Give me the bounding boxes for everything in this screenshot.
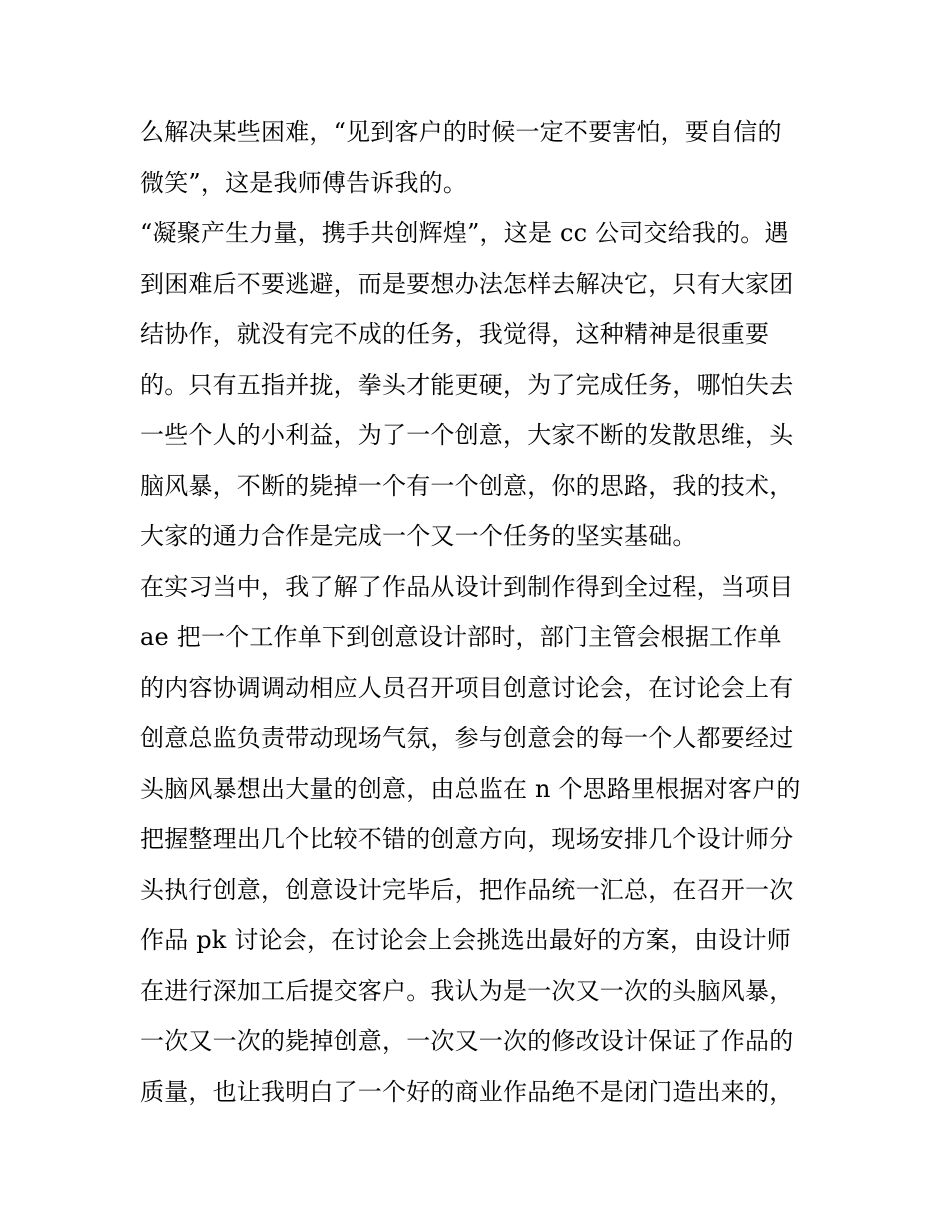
text-line: 微笑”，这是我师傅告诉我的。 (140, 168, 468, 197)
text-line: 结协作，就没有完不成的任务，我觉得，这种精神是很重要 (140, 320, 770, 348)
text-line: 在进行深加工后提交客户。我认为是一次又一次的头脑风暴， (140, 976, 794, 1005)
body-text (140, 107, 820, 1117)
text-line: 的内容协调调动相应人员召开项目创意讨论会，在讨论会上有 (140, 673, 794, 702)
text-line: “凝聚产生力量，携手共创辉煌”，这是 cc 公司交给我的。遇 (140, 219, 789, 247)
text-line: 创意总监负责带动现场气氛，参与创意会的每一个人都要经过 (140, 724, 794, 752)
text-line: 头脑风暴想出大量的创意，由总监在 n 个思路里根据对客户的 (140, 774, 801, 803)
text-line: 质量，也让我明白了一个好的商业作品绝不是闭门造出来的， (140, 1077, 794, 1106)
text-line: 一些个人的小利益，为了一个创意，大家不断的发散思维，头 (140, 421, 794, 449)
text-line: 的。只有五指并拢，拳头才能更硬，为了完成任务，哪怕失去 (140, 370, 794, 399)
text-line: 到困难后不要逃避，而是要想办法怎样去解决它，只有大家团 (140, 269, 794, 298)
text-line: 么解决某些困难，“见到客户的时候一定不要害怕，要自信的 (140, 118, 782, 146)
text-line: 大家的通力合作是完成一个又一个任务的坚实基础。 (140, 522, 697, 550)
text-line: 一次又一次的毙掉创意，一次又一次的修改设计保证了作品的 (140, 1027, 794, 1055)
text-line: 在实习当中，我了解了作品从设计到制作得到全过程，当项目 (140, 572, 794, 601)
text-line: 把握整理出几个比较不错的创意方向，现场安排几个设计师分 (140, 825, 794, 853)
text-line: ae 把一个工作单下到创意设计部时，部门主管会根据工作单 (140, 623, 782, 651)
text-line: 作品 pk 讨论会，在讨论会上会挑选出最好的方案，由设计师 (140, 926, 791, 954)
text-line: 脑风暴，不断的毙掉一个有一个创意，你的思路，我的技术， (140, 471, 794, 500)
text-line: 头执行创意，创意设计完毕后，把作品统一汇总，在召开一次 (140, 875, 794, 904)
